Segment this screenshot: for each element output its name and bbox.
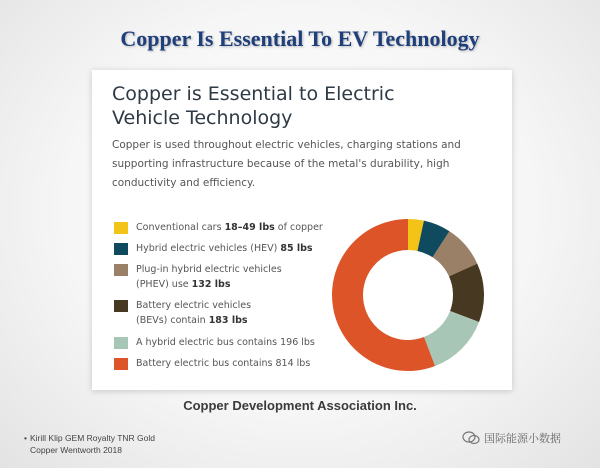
card-title — [112, 82, 492, 130]
slide-title: Copper Is Essential To EV Technology — [120, 26, 480, 51]
infographic-card — [92, 70, 512, 390]
legend-swatch-conventional — [114, 222, 128, 234]
legend-label-conventional: Conventional cars 18–49 lbs of copper — [136, 222, 323, 233]
credit-line2: Copper Wentworth 2018 — [30, 445, 122, 455]
legend-label-bev: Battery electric vehicles (BEVs) contain 183 lbs — [136, 300, 252, 326]
wechat-icon — [462, 431, 480, 445]
legend-item-phev — [114, 262, 354, 292]
legend-swatch-hev — [114, 243, 128, 255]
card-title-line2: Vehicle Technology — [112, 107, 293, 129]
legend-item-hybrid-bus — [114, 335, 354, 350]
card-description: Copper is used throughout electric vehicles, charging stations and supporting infrastructure because of the metal's durability, high conductivity and efficiency. — [112, 139, 461, 189]
bullet-dot: • — [24, 433, 27, 443]
copper-donut-chart — [328, 215, 488, 375]
legend-item-bev — [114, 298, 354, 328]
watermark-text: 国际能源小数据 — [484, 432, 561, 445]
watermark — [462, 430, 561, 446]
source-caption: Copper Development Association Inc. — [183, 398, 417, 413]
credit-text — [24, 432, 156, 456]
legend-label-hybrid-bus: A hybrid electric bus contains 196 lbs — [136, 337, 315, 348]
legend-label-phev: Plug-in hybrid electric vehicles (PHEV) use 132 lbs — [136, 264, 282, 290]
legend-label-electric-bus: Battery electric bus contains 814 lbs — [136, 358, 311, 369]
legend-swatch-hybrid-bus — [114, 337, 128, 349]
legend-swatch-bev — [114, 300, 128, 312]
donut-slice-a-hybrid-electric-bus — [424, 311, 479, 366]
legend-swatch-phev — [114, 264, 128, 276]
legend-item-hev — [114, 241, 354, 256]
legend-label-hev: Hybrid electric vehicles (HEV) 85 lbs — [136, 243, 313, 254]
card-title-line1: Copper is Essential to Electric — [112, 83, 395, 105]
legend-swatch-electric-bus — [114, 358, 128, 370]
legend-item-electric-bus — [114, 356, 354, 371]
legend-item-conventional — [114, 220, 354, 235]
credit-line1: Kirill Klip GEM Royalty TNR Gold — [30, 433, 156, 443]
